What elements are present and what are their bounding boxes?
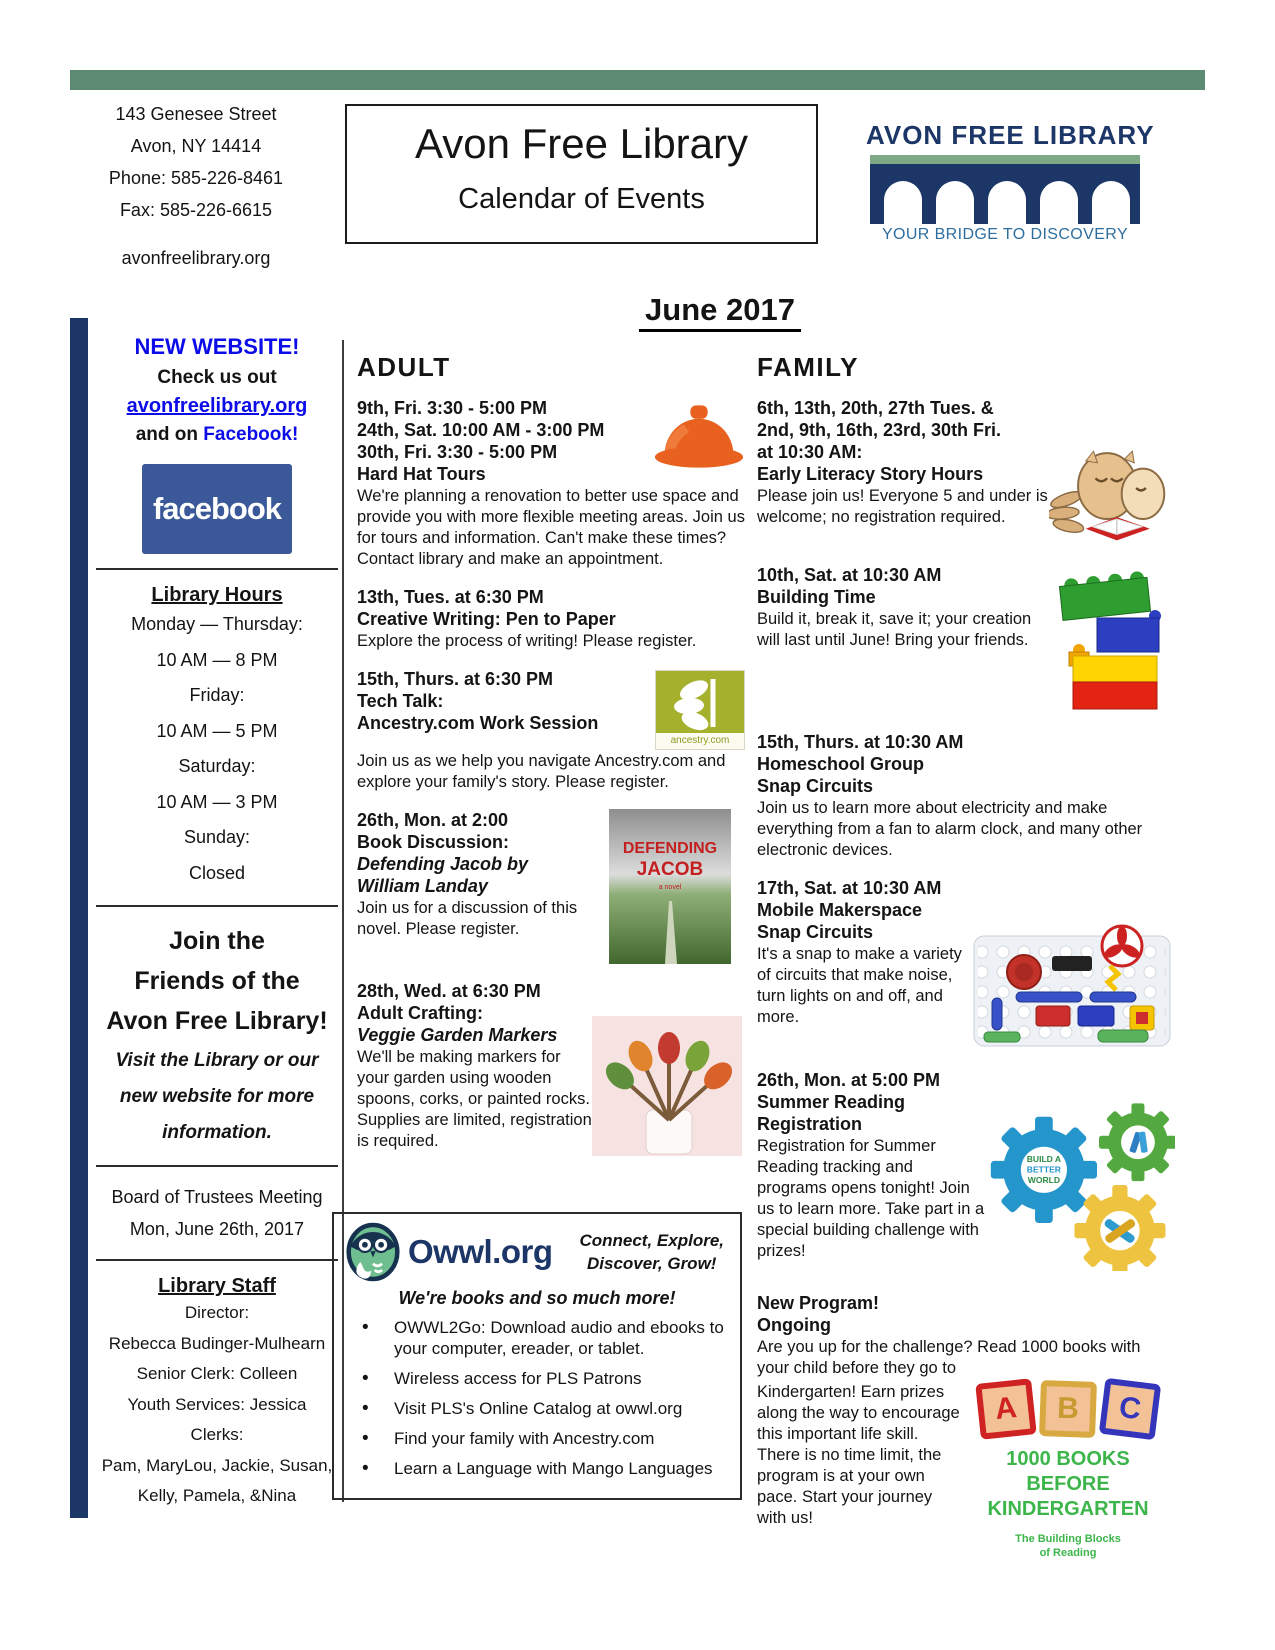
event-mobile-makerspace: 17th, Sat. at 10:30 AM Mobile Makerspace Snap Circuits It's a snap to make a variety of circuits that make noise, turn lights on and off, and more. bbox=[757, 877, 1175, 1053]
list-item: • Visit PLS's Online Catalog at owwl.org bbox=[346, 1398, 728, 1419]
svg-text:JACOB: JACOB bbox=[636, 859, 704, 880]
friends-note: Visit the Library or our new website for more information. bbox=[115, 1050, 319, 1143]
new-website-headline: NEW WEBSITE! bbox=[134, 334, 300, 359]
divider bbox=[96, 568, 338, 570]
event-book-discussion: 26th, Mon. at 2:00 Book Discussion: Defending Jacob by William Landay Join us for a discussion of this novel. Please register. DEFENDING JACOB a novel bbox=[357, 809, 745, 964]
check-us-out-text: Check us out bbox=[157, 367, 277, 388]
owwl-tagline: We're books and so much more! bbox=[398, 1288, 676, 1308]
facebook-line: and on Facebook! bbox=[135, 424, 299, 445]
divider bbox=[96, 1165, 338, 1167]
list-item: • OWWL2Go: Download audio and ebooks to your computer, ereader, or tablet. bbox=[346, 1317, 728, 1359]
defending-jacob-cover bbox=[609, 809, 731, 964]
bridge-icon bbox=[870, 164, 1140, 224]
library-logo bbox=[866, 120, 1155, 244]
month-heading: June 2017 bbox=[345, 292, 1095, 328]
list-item: • Find your family with Ancestry.com bbox=[346, 1428, 728, 1449]
logo-wordmark: AVON FREE LIBRARY bbox=[866, 120, 1155, 150]
svg-text:BETTER: BETTER bbox=[1026, 1164, 1062, 1175]
event-1000-books: New Program! Ongoing Are you up for the challenge? Read 1000 books with your child before they go to Kindergarten! Earn prizes along the way to encourage this important life skill. There is no time limit, the program is at your own pace. Start your journey with us! A B C 1000 BOOKS BEFORE KINDERGARTEN The Building Blocks of Reading bbox=[757, 1292, 1175, 1560]
event-homeschool-snap-circuits: 15th, Thurs. at 10:30 AM Homeschool Group Snap Circuits Join us to learn more about electricity and make everything from a fan to alarm clock, and many other electronic devices. bbox=[757, 732, 1143, 859]
list-item: • Learn a Language with Mango Languages bbox=[346, 1458, 728, 1479]
owwl-wordmark: Owwl.org bbox=[408, 1233, 553, 1270]
list-item: • Wireless access for PLS Patrons bbox=[346, 1368, 728, 1389]
svg-text:WORLD: WORLD bbox=[1027, 1175, 1061, 1186]
svg-text:DEFENDING: DEFENDING bbox=[622, 840, 718, 857]
library-staff-title: Library Staff bbox=[158, 1275, 276, 1297]
event-summer-reading: 26th, Mon. at 5:00 PM Summer Reading Registration Registration for Summer Reading tracking and programs opens tonight! Join us to learn more. Take part in a special building challenge with prizes! BUILD A BETTER WORLD bbox=[757, 1069, 1175, 1276]
library-hours: Monday — Thursday: 10 AM — 8 PM Friday: 10 AM — 5 PM Saturday: 10 AM — 3 PM Sunday: Closed bbox=[131, 614, 303, 883]
owwl-slogan: Connect, Explore, Discover, Grow! bbox=[579, 1231, 724, 1273]
owwl-owl-icon bbox=[346, 1222, 400, 1282]
hard-hat-icon bbox=[653, 397, 745, 485]
event-building-time: 10th, Sat. at 10:30 AM Building Time Build it, break it, save it; your creation will last until June! Bring your friends. bbox=[757, 564, 1175, 715]
snap-circuits-photo bbox=[972, 922, 1172, 1053]
event-adult-crafting: 28th, Wed. at 6:30 PM Adult Crafting: Veggie Garden Markers We'll be making markers for your garden using wooden spoons, corks, or painted rocks. Supplies are limited, registration is required. bbox=[357, 980, 745, 1161]
family-heading: FAMILY bbox=[757, 352, 859, 382]
ancestry-logo bbox=[655, 670, 745, 750]
divider bbox=[96, 905, 338, 907]
divider bbox=[96, 1259, 338, 1261]
event-hard-hat-tours: 9th, Fri. 3:30 - 5:00 PM 24th, Sat. 10:00 AM - 3:00 PM 30th, Fri. 3:30 - 5:00 PM Hard Hat Tours We're planning a renovation to better use space and provide you with more flexible meeting areas. Join us for tours and information. Can't make these times? Contact library and make an appointment. bbox=[357, 398, 745, 568]
logo-green-bar bbox=[870, 155, 1140, 164]
event-tech-talk-ancestry: 15th, Thurs. at 6:30 PM Tech Talk: Ancestry.com Work Session ancestry.com Join us as we help you navigate Ancestry.com and explore your family's story. Please register. bbox=[357, 668, 745, 793]
thousand-books-logo bbox=[962, 1381, 1174, 1560]
page-title: Avon Free Library bbox=[414, 120, 749, 167]
thousand-books-title: 1000 BOOKS BEFORE KINDERGARTEN bbox=[987, 1448, 1149, 1520]
library-address bbox=[78, 98, 314, 274]
adult-column bbox=[357, 352, 745, 1177]
facebook-link[interactable]: Facebook! bbox=[203, 424, 299, 445]
event-creative-writing: 13th, Tues. at 6:30 PM Creative Writing: Pen to Paper Explore the process of writing! Please register. bbox=[357, 587, 697, 650]
owwl-promo-box bbox=[332, 1212, 742, 1500]
top-accent-bar bbox=[70, 70, 1205, 90]
thousand-books-subtitle: The Building Blocks of Reading bbox=[1015, 1533, 1121, 1559]
owls-reading-illustration bbox=[1049, 433, 1173, 548]
svg-text:BUILD A: BUILD A bbox=[1026, 1154, 1062, 1165]
sidebar bbox=[96, 334, 338, 1512]
lego-bricks-image bbox=[1047, 564, 1165, 715]
page-subtitle: Calendar of Events bbox=[458, 183, 705, 215]
build-a-better-world-gears bbox=[985, 1099, 1175, 1276]
adult-heading: ADULT bbox=[357, 352, 451, 382]
family-column bbox=[757, 352, 1175, 1576]
facebook-logo[interactable]: facebook bbox=[142, 464, 292, 554]
website-link[interactable]: avonfreelibrary.org bbox=[126, 395, 308, 417]
board-meeting: Board of Trustees Meeting Mon, June 26th, 2017 bbox=[111, 1187, 323, 1239]
masthead-box bbox=[345, 104, 818, 244]
address-line: Fax: 585-226-6615 bbox=[119, 200, 273, 220]
garden-markers-photo bbox=[592, 1016, 742, 1161]
owwl-services-list bbox=[346, 1317, 728, 1479]
friends-callout: Join the Friends of the Avon Free Library! bbox=[106, 927, 328, 1035]
library-hours-title: Library Hours bbox=[151, 584, 283, 606]
address-line: 143 Genesee Street bbox=[115, 104, 277, 124]
event-story-hours: 6th, 13th, 20th, 27th Tues. & 2nd, 9th, 16th, 23rd, 30th Fri. at 10:30 AM: Early Literacy Story Hours Please join us! Everyone 5 and under is welcome; no registration required. bbox=[757, 397, 1175, 548]
logo-tagline: YOUR BRIDGE TO DISCOVERY bbox=[881, 226, 1129, 243]
abc-blocks-icon: A B C bbox=[962, 1381, 1174, 1437]
library-website: avonfreelibrary.org bbox=[121, 248, 271, 268]
address-line: Avon, NY 14414 bbox=[130, 136, 262, 156]
sidebar-accent-bar bbox=[70, 318, 88, 1518]
svg-text:a novel: a novel bbox=[658, 884, 682, 891]
ancestry-logo-label: ancestry.com bbox=[670, 735, 730, 746]
library-staff: Director: Rebecca Budinger-Mulhearn Senior Clerk: Colleen Youth Services: Jessica Clerks: Pam, MaryLou, Jackie, Susan, Kelly, Pamela, &Nina bbox=[101, 1303, 333, 1505]
address-line: Phone: 585-226-8461 bbox=[108, 168, 284, 188]
